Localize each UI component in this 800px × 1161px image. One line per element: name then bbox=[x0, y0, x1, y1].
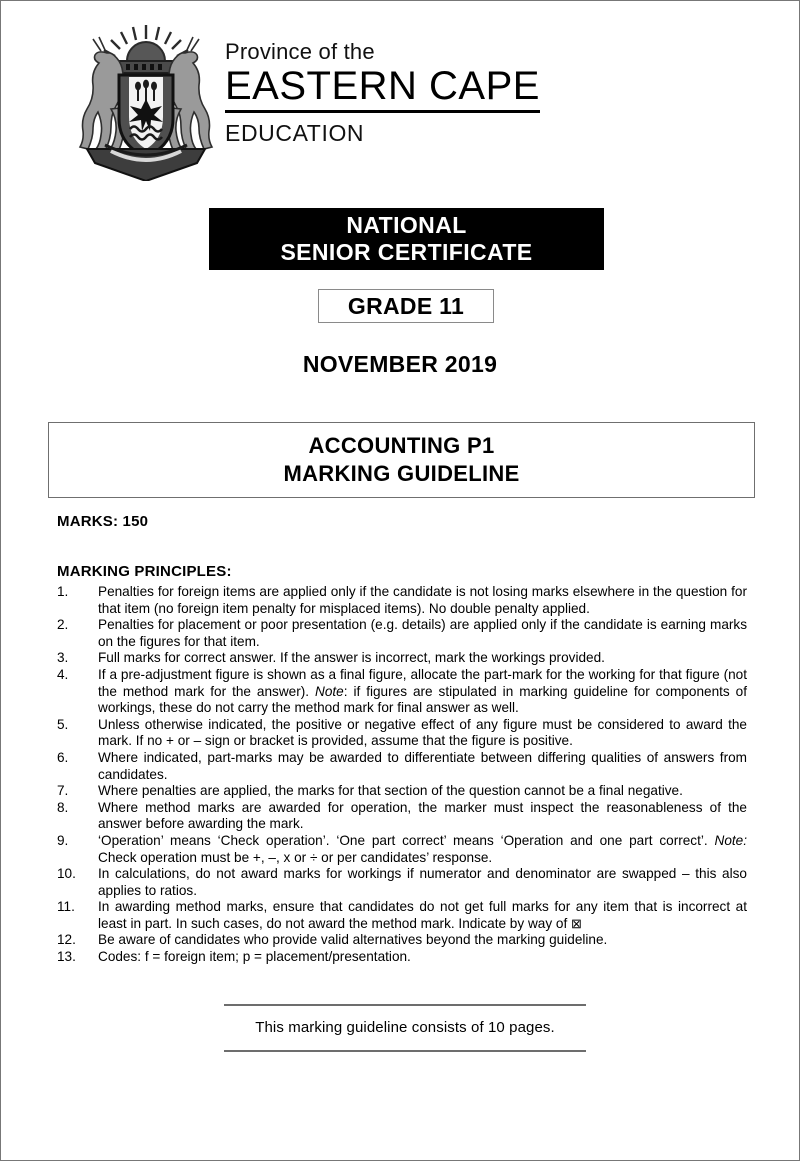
principle-text: Where indicated, part-marks may be awarded to differentiate between differing qualities of answers from candidates. bbox=[98, 749, 747, 782]
principle-text: Unless otherwise indicated, the positive or negative effect of any figure must be considered to award the mark. If no + or – sign or bracket is provided, assume that the figure is positive. bbox=[98, 716, 747, 749]
principle-item bbox=[57, 717, 747, 750]
principle-number: 4. bbox=[57, 666, 69, 682]
principle-text: Penalties for foreign items are applied only if the candidate is not losing marks elsewhere in the question for that item (no foreign item penalty for misplaced items). No double penalty applied. bbox=[98, 584, 747, 616]
principle-item bbox=[57, 667, 747, 717]
footer-rule-bottom bbox=[224, 1050, 586, 1052]
principle-item bbox=[57, 800, 747, 833]
subject-name: ACCOUNTING P1 bbox=[308, 433, 495, 458]
principle-number: 6. bbox=[57, 749, 69, 765]
principle-number: 3. bbox=[57, 650, 69, 666]
principle-number: 9. bbox=[57, 832, 69, 848]
principle-note-emphasis: Note bbox=[315, 683, 344, 699]
banner-line-1: NATIONAL bbox=[346, 212, 467, 238]
principle-item bbox=[57, 783, 747, 800]
principle-number: 1. bbox=[57, 584, 69, 599]
principle-note-emphasis: Note: bbox=[714, 832, 747, 848]
principle-number: 12. bbox=[57, 932, 76, 948]
grade-box bbox=[318, 289, 494, 323]
principle-item bbox=[57, 866, 747, 899]
banner-line-2: SENIOR CERTIFICATE bbox=[280, 239, 533, 265]
principle-text: If a pre-adjustment figure is shown as a final figure, allocate the part-mark for the working for that figure (not the method mark for the answer). Note: if figures are stipulated in marking guideline for components of workings, these do not carry the method mark for final answer as well. bbox=[98, 666, 748, 716]
principle-text: Full marks for correct answer. If the answer is incorrect, mark the workings provided. bbox=[98, 650, 605, 666]
principle-item bbox=[57, 584, 747, 617]
principle-number: 7. bbox=[57, 783, 69, 799]
principle-text: Codes: f = foreign item; p = placement/presentation. bbox=[98, 949, 411, 965]
logo-province-label: Province of the bbox=[225, 39, 375, 64]
logo-province-name: EASTERN CAPE bbox=[225, 64, 540, 113]
certificate-banner bbox=[209, 208, 604, 270]
department-header bbox=[71, 23, 540, 181]
principle-number: 10. bbox=[57, 866, 76, 882]
principle-item bbox=[57, 833, 747, 866]
logo-department-name: EDUCATION bbox=[225, 120, 365, 146]
document-type: MARKING GUIDELINE bbox=[283, 461, 520, 486]
principle-item bbox=[57, 750, 747, 783]
principle-number: 2. bbox=[57, 617, 69, 633]
total-marks: MARKS: 150 bbox=[57, 513, 149, 530]
grade-label: GRADE 11 bbox=[347, 292, 465, 319]
principle-item bbox=[57, 650, 747, 667]
principle-item bbox=[57, 932, 747, 949]
principle-item bbox=[57, 899, 747, 932]
principle-item bbox=[57, 949, 747, 966]
coat-of-arms-icon bbox=[71, 23, 221, 181]
principle-text: In calculations, do not award marks for workings if numerator and denominator are swapped – this also applies to ratios. bbox=[98, 866, 747, 898]
principle-number: 13. bbox=[57, 949, 76, 965]
marking-principles-heading: MARKING PRINCIPLES: bbox=[57, 563, 232, 580]
principle-item bbox=[57, 617, 747, 650]
principle-text: Be aware of candidates who provide valid alternatives beyond the marking guideline. bbox=[98, 932, 608, 948]
page-footer bbox=[224, 1004, 586, 1052]
principle-number: 5. bbox=[57, 716, 69, 732]
boxed-x-icon: ⊠ bbox=[571, 915, 582, 931]
principle-number: 11. bbox=[57, 899, 75, 915]
principle-number: 8. bbox=[57, 799, 69, 815]
subject-box bbox=[48, 422, 755, 498]
marking-principles-list bbox=[57, 584, 747, 966]
page-count-note: This marking guideline consists of 10 pages. bbox=[255, 1019, 555, 1036]
principle-text: Where method marks are awarded for operation, the marker must inspect the reasonableness of the answer before awarding the mark. bbox=[98, 799, 747, 832]
department-wordmark bbox=[225, 39, 540, 147]
exam-date: NOVEMBER 2019 bbox=[302, 351, 498, 377]
principle-text: In awarding method marks, ensure that candidates do not get full marks for any item that is incorrect at least in part. In such cases, do not award the method mark. Indicate by way of ⊠ bbox=[98, 899, 747, 931]
principle-text: Penalties for placement or poor presentation (e.g. details) are applied only if the candidate is earning marks on the figures for that item. bbox=[98, 617, 747, 649]
principle-text: Where penalties are applied, the marks for that section of the question cannot be a final negative. bbox=[98, 783, 683, 799]
principle-text: ‘Operation’ means ‘Check operation’. ‘One part correct’ means ‘Operation and one part correct’. Note: Check operation must be +, –, x or ÷ or per candidates’ response. bbox=[98, 832, 747, 865]
